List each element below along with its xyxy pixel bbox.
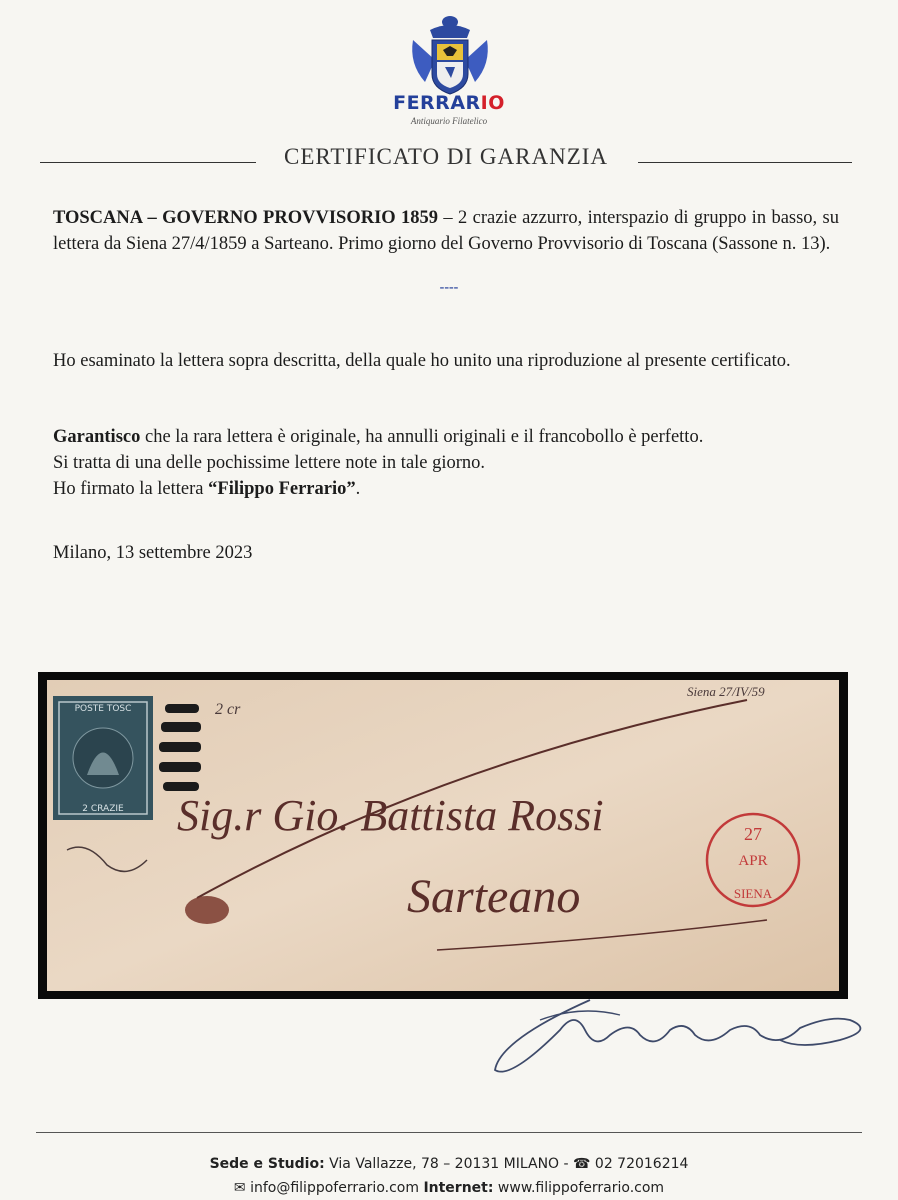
expert-signature bbox=[480, 990, 880, 1080]
item-description bbox=[53, 205, 839, 257]
item-description-lead: TOSCANA – GOVERNO PROVVISORIO 1859 bbox=[53, 208, 439, 228]
place-and-date: Milano, 13 settembre 2023 bbox=[53, 543, 253, 563]
title-rule-right bbox=[638, 162, 852, 163]
guarantee-statement bbox=[53, 424, 839, 502]
footer-contact-line bbox=[0, 1180, 898, 1196]
email-icon: ✉ bbox=[233, 1180, 246, 1196]
address-line1: Sig.r Gio. Battista Rossi bbox=[177, 791, 604, 840]
guarantee-line1: che la rara lettera è originale, ha annulli originali e il francobollo è perfetto. bbox=[140, 427, 704, 447]
note-top-right: Siena 27/IV/59 bbox=[687, 684, 765, 699]
postmark-month: APR bbox=[738, 853, 768, 869]
address-line2: Sarteano bbox=[407, 870, 581, 923]
separator: ---- bbox=[439, 280, 459, 295]
postage-stamp bbox=[53, 696, 153, 820]
footer-address-line bbox=[0, 1156, 898, 1172]
footer-label-internet: Internet: bbox=[423, 1180, 494, 1196]
wax-mark bbox=[185, 896, 229, 924]
postmark-city: SIENA bbox=[733, 886, 773, 901]
guarantee-line2: Si tratta di una delle pochissime lettere note in tale giorno. bbox=[53, 453, 486, 473]
postmark-day: 27 bbox=[744, 824, 762, 844]
brand-name bbox=[0, 92, 898, 114]
certificate-title: CERTIFICATO DI GARANZIA bbox=[283, 144, 609, 169]
signature-name: “Filippo Ferrario” bbox=[208, 479, 356, 499]
item-description-text: – 2 crazie azzurro, interspazio di gruppo in basso, su lettera da Siena 27/4/1859 a Sarteano. Primo giorno del Governo Provvisorio di Toscana (Sassone n. 13). bbox=[53, 208, 840, 254]
footer-rule bbox=[36, 1132, 862, 1133]
letter-image bbox=[47, 680, 839, 991]
guarantee-lead: Garantisco bbox=[53, 427, 141, 447]
guarantee-line3-prefix: Ho firmato la lettera bbox=[53, 479, 209, 499]
brand-name-part1: FERRAR bbox=[393, 92, 481, 114]
stamp-top-text: POSTE TOSC bbox=[74, 704, 132, 714]
examination-statement: Ho esaminato la lettera sopra descritta, della quale ho unito una riproduzione al presente certificato. bbox=[53, 351, 791, 371]
brand-name-part2: IO bbox=[480, 92, 505, 114]
brand-tagline: Antiquario Filatelico bbox=[410, 116, 488, 126]
guarantee-line3-suffix: . bbox=[355, 479, 361, 499]
stamp-bottom-text: 2 CRAZIE bbox=[82, 804, 124, 814]
footer-email[interactable]: info@filippoferrario.com bbox=[245, 1180, 424, 1196]
note-top-left: 2 cr bbox=[215, 701, 241, 718]
letter-photo bbox=[38, 672, 848, 999]
coat-of-arms-logo bbox=[405, 12, 495, 132]
footer-website[interactable]: www.filippoferrario.com bbox=[493, 1180, 665, 1196]
footer-label-sede: Sede e Studio: bbox=[209, 1156, 325, 1172]
footer-address: Via Vallazze, 78 – 20131 MILANO - ☎ 02 72016214 bbox=[324, 1156, 689, 1172]
certificate-title-row bbox=[40, 144, 852, 174]
